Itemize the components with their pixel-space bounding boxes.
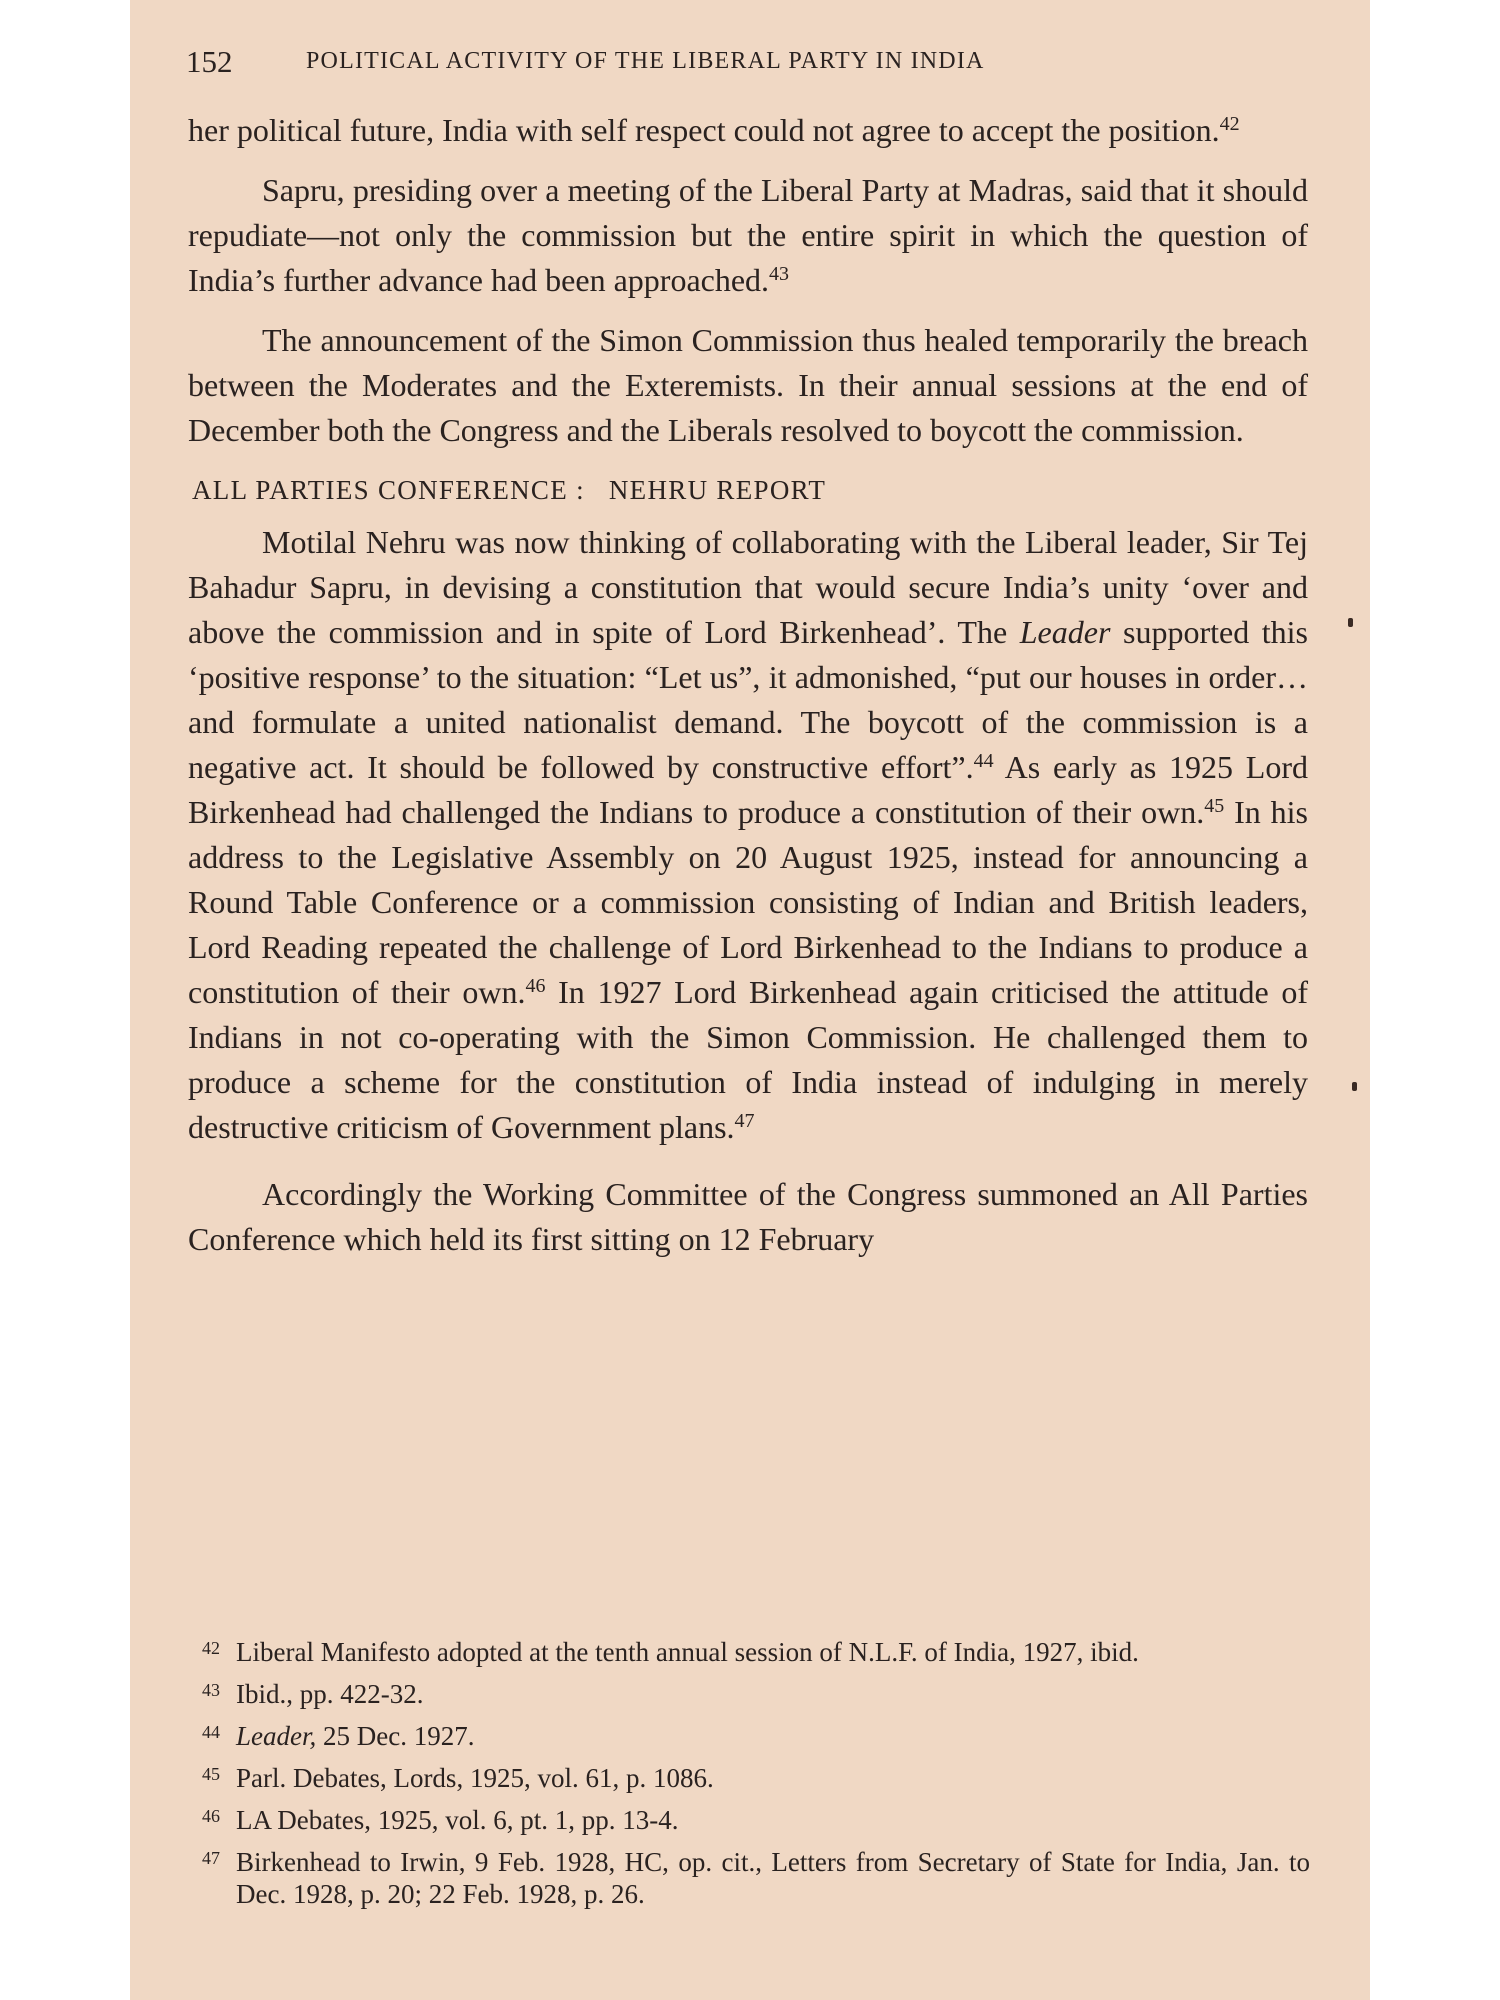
footnote-42: 42 Liberal Manifesto adopted at the tenth annual session of N.L.F. of India, 1927, ibid. <box>202 1637 1139 1667</box>
footnote-46: 46 LA Debates, 1925, vol. 6, pt. 1, pp. 13-4. <box>202 1805 679 1835</box>
book-page <box>130 0 1370 2000</box>
footnote-43: 43 Ibid., pp. 422-32. <box>202 1679 424 1709</box>
paragraph-5: Accordingly the Working Committee of the Congress summoned an All Parties Conference which held its first sitting on 12 February <box>188 1176 1308 1257</box>
margin-speck <box>1348 618 1353 627</box>
paragraph-4: Motilal Nehru was now thinking of collaborating with the Liberal leader, Sir Tej Bahadur Sapru, in devising a constitution that would secure India’s unity ‘over and above the commission and in spite of Lord Birkenhead’. The Leader supported this ‘positive response’ to the situation: “Let us”, it admonished, “put our houses in order…and formulate a united nationalist demand. The boycott of the commission is a negative act. It should be followed by constructive effort”.$^{44}$ As early as 1925 Lord Birkenhead had challenged the Indians to produce a constitution of their own.$^{45}$ In his address to the Legislative Assembly on 20 August 1925, instead for announcing a Round Table Conference or a commission consisting of Indian and British leaders, Lord Reading repeated the challenge of Lord Birkenhead to the Indians to produce a constitution of their own.$^{46}$ In 1927 Lord Birkenhead again criticised the attitude of Indians in not co-operating with the Simon Commission. He challenged them to produce a scheme for the constitution of India instead of indulging in merely destructive criticism of Government plans.$^{47}$ <box>188 524 1309 1145</box>
footnotes <box>202 1632 1310 1916</box>
footnote-ref-43: 43 <box>769 263 790 285</box>
footnote-ref-44: 44 <box>973 750 994 772</box>
footnote-ref-47: 47 <box>734 1110 755 1132</box>
paragraph-1: her political future, India with self respect could not agree to accept the position.$^{42}$ <box>188 112 1240 148</box>
footnote-47: 47 Birkenhead to Irwin, 9 Feb. 1928, HC, op. cit., Letters from Secretary of State for India, Jan. to Dec. 1928, p. 20; 22 Feb. 1928, p. 26. <box>202 1847 1310 1909</box>
body-text <box>188 108 1308 1277</box>
footnote-ref-46: 46 <box>525 975 546 997</box>
footnote-ref-42: 42 <box>1219 113 1240 135</box>
footnote-45: 45 Parl. Debates, Lords, 1925, vol. 61, p. 1086. <box>202 1763 714 1793</box>
running-title: POLITICAL ACTIVITY OF THE LIBERAL PARTY IN INDIA <box>306 48 985 74</box>
paragraph-3: The announcement of the Simon Commission thus healed temporarily the breach between the Moderates and the Exteremists. In their annual sessions at the end of December both the Congress and the Liberals resolved to boycott the commission. <box>188 322 1308 448</box>
section-heading: ALL PARTIES CONFERENCE : NEHRU REPORT <box>192 475 827 505</box>
page-number: 152 <box>186 44 233 79</box>
footnote-44: 44 Leader, 25 Dec. 1927. <box>202 1721 475 1751</box>
leader-title: Leader <box>1019 614 1111 650</box>
paragraph-2: Sapru, presiding over a meeting of the Liberal Party at Madras, said that it should repudiate—not only the commission but the entire spirit in which the question of India’s further advance had been approached.$^{43}$ <box>188 172 1308 298</box>
margin-speck <box>1352 1082 1357 1091</box>
footnote-ref-45: 45 <box>1204 795 1225 817</box>
page-header <box>186 44 1316 84</box>
